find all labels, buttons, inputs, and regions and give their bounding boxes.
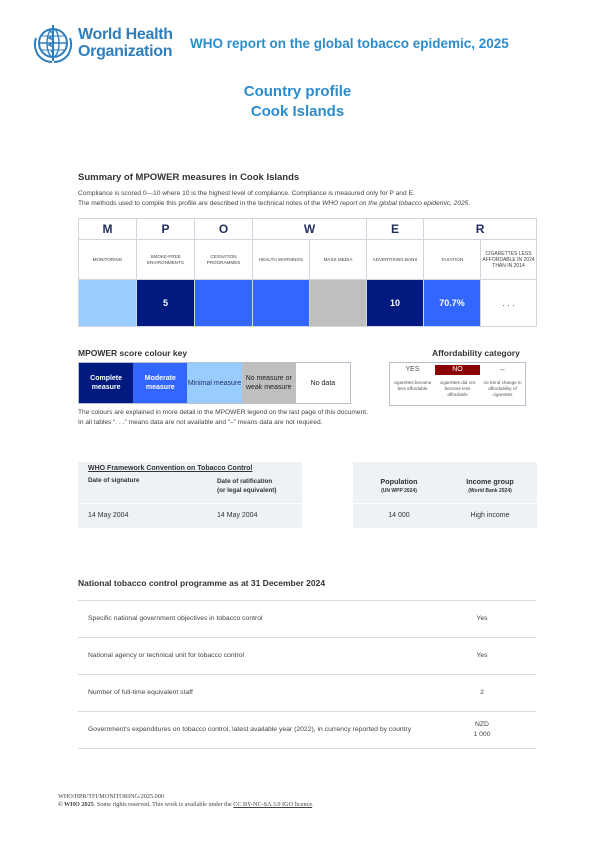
affordability-key bbox=[389, 362, 526, 406]
population-source: (UN WPP 2024) bbox=[381, 488, 417, 494]
mpower-label: TAXATION bbox=[424, 240, 481, 280]
mpower-labels-row bbox=[79, 240, 537, 280]
mpower-letter: E bbox=[367, 219, 424, 240]
mpower-label: ADVERTISING BANS bbox=[367, 240, 424, 280]
fctc-signature-header: Date of signature bbox=[88, 477, 140, 484]
fctc-ratification-header: Date of ratification (or legal equivalent) bbox=[217, 478, 277, 494]
colour-key bbox=[78, 362, 351, 404]
affordability-title: Affordability category bbox=[432, 348, 520, 358]
copyright-notice: © WHO 2025. Some rights reserved. This work is available under the CC BY-NC-SA 3.0 IGO licence. bbox=[58, 801, 314, 808]
mpower-value: 10 bbox=[367, 280, 424, 327]
document-code: WHO/HPR/TFI/MONITORING/2025.000 bbox=[58, 793, 164, 800]
fctc-signature-date: 14 May 2004 bbox=[88, 512, 129, 519]
mpower-label: CIGARETTES LESS AFFORDABLE IN 2024 THAN IN 2014 bbox=[481, 240, 537, 280]
mpower-value: 70.7% bbox=[424, 280, 481, 327]
key-cell: Complete measure bbox=[79, 363, 133, 403]
summary-note: Compliance is scored 0—10 where 10 is the highest level of compliance. Compliance is measured only for P and E. The methods used to compile this profile are described in the technical notes of the WHO report on the global tobacco epidemic, 2025. bbox=[78, 190, 471, 207]
programme-label: Number of full-time equivalent staff bbox=[88, 689, 193, 696]
table-row bbox=[78, 600, 536, 637]
mpower-letter: O bbox=[195, 219, 253, 240]
affordability-head: NO bbox=[435, 365, 480, 375]
mpower-label: HEALTH WARNINGS bbox=[253, 240, 310, 280]
affordability-cell: ↔ no trend change in affordability of cigarettes bbox=[480, 363, 525, 405]
who-logo bbox=[32, 22, 182, 64]
affordability-cell: YES cigarettes became less affordable bbox=[390, 363, 435, 405]
legend-note: The colours are explained in more detail in the MPOWER legend on the last page of this document. In all tables “. . .” means data are not available and “–” means data are not required. bbox=[78, 409, 368, 426]
fctc-title: WHO Framework Convention on Tobacco Control bbox=[88, 465, 253, 472]
programme-table bbox=[78, 600, 536, 749]
mpower-table bbox=[78, 218, 537, 327]
population-header: Population bbox=[380, 477, 418, 486]
divider bbox=[78, 503, 302, 504]
page-title: Country profile Cook Islands bbox=[0, 82, 595, 122]
mpower-value bbox=[310, 280, 367, 327]
mpower-value bbox=[195, 280, 253, 327]
income-group-value: High income bbox=[470, 512, 510, 519]
key-cell: Moderate measure bbox=[133, 363, 187, 403]
table-row bbox=[78, 711, 536, 749]
income-group-source: (World Bank 2024) bbox=[468, 488, 512, 494]
colour-key-title: MPOWER score colour key bbox=[78, 348, 188, 358]
mpower-values-row bbox=[79, 280, 537, 327]
mpower-value: 5 bbox=[137, 280, 195, 327]
licence-link[interactable]: CC BY-NC-SA 3.0 IGO licence bbox=[233, 801, 313, 808]
programme-value: 2 bbox=[480, 689, 484, 696]
programme-value: Yes bbox=[476, 615, 488, 622]
programme-label: Government's expenditures on tobacco control, latest available year (2022), in currency reported by country bbox=[88, 726, 412, 733]
mpower-letter: P bbox=[137, 219, 195, 240]
table-row bbox=[78, 674, 536, 711]
table-row bbox=[78, 637, 536, 674]
summary-title: Summary of MPOWER measures in Cook Islands bbox=[78, 172, 300, 183]
report-title: WHO report on the global tobacco epidemic, 2025 bbox=[190, 36, 509, 51]
mpower-label: MASS MEDIA bbox=[310, 240, 367, 280]
affordability-head: YES bbox=[390, 365, 435, 375]
programme-value: NZD 1 000 bbox=[473, 721, 491, 738]
key-cell: No measure or weak measure bbox=[242, 363, 296, 403]
programme-value: Yes bbox=[476, 652, 488, 659]
mpower-value: . . . bbox=[481, 280, 537, 327]
income-group-header: Income group bbox=[466, 477, 514, 486]
mpower-label: CESSATION PROGRAMMES bbox=[195, 240, 253, 280]
mpower-label: SMOKE-FREE ENVIRONMENTS bbox=[137, 240, 195, 280]
mpower-value bbox=[253, 280, 310, 327]
fctc-ratification-date: 14 May 2004 bbox=[217, 512, 258, 519]
programme-title: National tobacco control programme as at 31 December 2024 bbox=[78, 578, 326, 588]
who-logo-text: World Health Organization bbox=[78, 26, 173, 60]
divider bbox=[353, 503, 537, 504]
affordability-cell: NO cigarettes did not become less affordable bbox=[435, 363, 480, 405]
mpower-label: MONITORING bbox=[79, 240, 137, 280]
mpower-letters-row bbox=[79, 219, 537, 240]
country-name: Cook Islands bbox=[250, 103, 345, 120]
programme-label: Specific national government objectives in tobacco control bbox=[88, 615, 263, 622]
programme-label: National agency or technical unit for tobacco control bbox=[88, 652, 245, 659]
mpower-value bbox=[79, 280, 137, 327]
key-cell: No data bbox=[296, 363, 350, 403]
mpower-letter: R bbox=[424, 219, 537, 240]
who-emblem-icon bbox=[32, 22, 74, 64]
population-value: 14 000 bbox=[388, 512, 410, 519]
key-cell: Minimal measure bbox=[187, 363, 241, 403]
arrow-left-right-icon: ↔ bbox=[480, 365, 525, 375]
mpower-letter: M bbox=[79, 219, 137, 240]
mpower-letter: W bbox=[253, 219, 367, 240]
